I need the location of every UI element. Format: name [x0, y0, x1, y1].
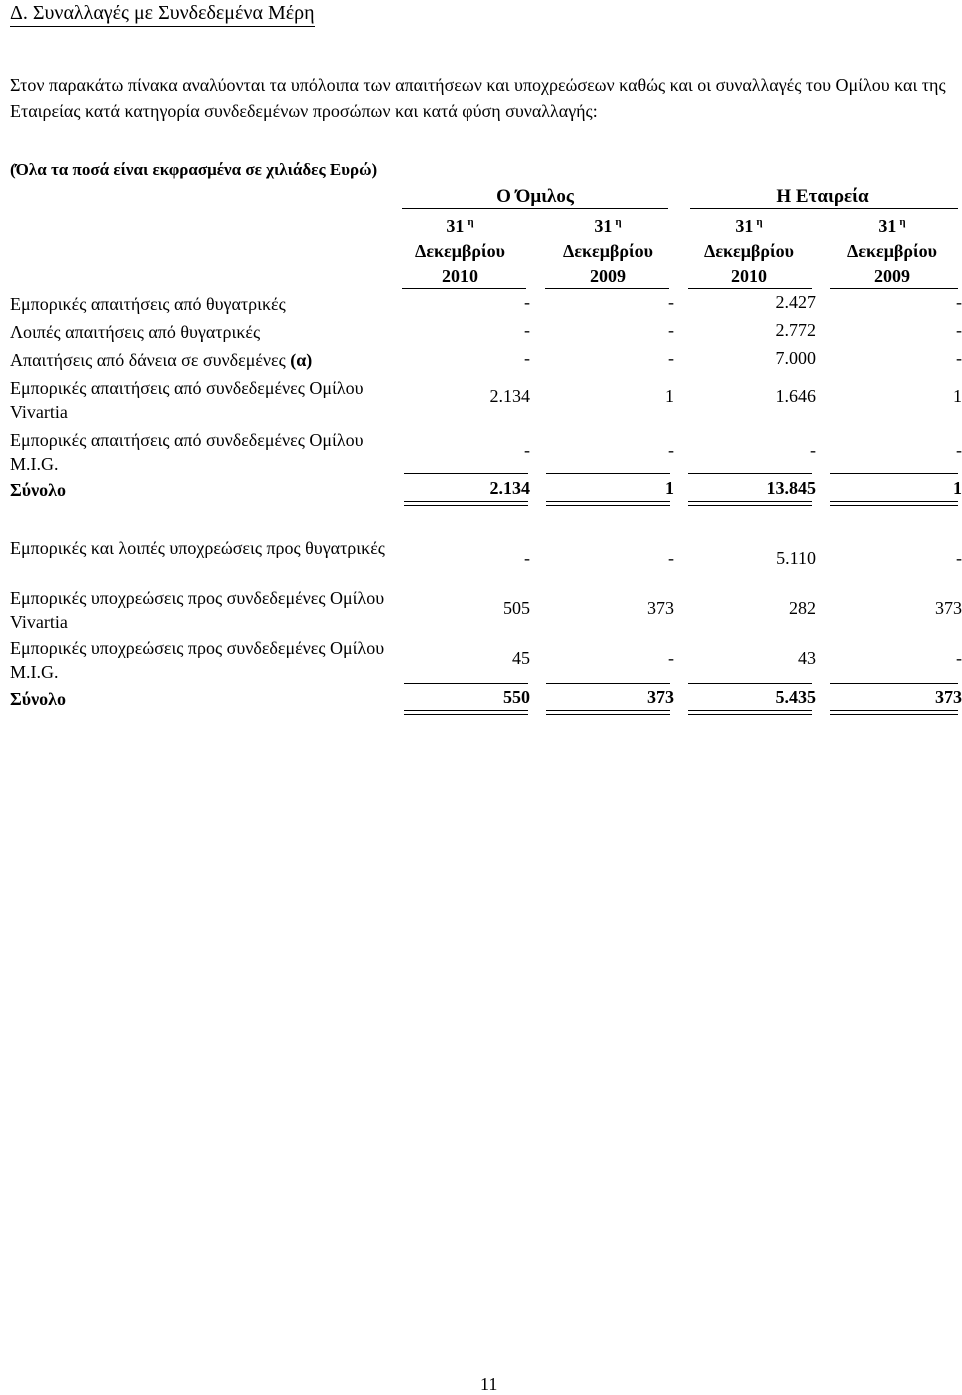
double-rule — [404, 710, 528, 715]
units-note: (Όλα τα ποσά είναι εκφρασμένα σε χιλιάδες Ευρώ) — [10, 160, 378, 179]
cell-value: - — [668, 648, 674, 668]
cell-value: - — [668, 440, 674, 460]
cell-value: 5.110 — [776, 548, 816, 568]
cell-value: - — [524, 292, 530, 312]
cell-value: 550 — [503, 687, 530, 707]
row-label: Απαιτήσεις από δάνεια σε συνδεμένες (α) — [10, 350, 313, 370]
group-underline — [402, 208, 668, 209]
sum-rule — [688, 473, 812, 474]
cell-value: - — [956, 648, 962, 668]
cell-value: 5.435 — [775, 687, 816, 707]
cell-value: 1.646 — [775, 386, 816, 406]
company-underline — [690, 208, 958, 209]
intro-paragraph: Στον παρακάτω πίνακα αναλύονται τα υπόλοιπα των απαιτήσεων και υποχρεώσεων καθώς και οι συναλλαγές του Ομίλου και της Εταιρείας κατά κατηγορία συνδεδεμένων προσώπων και κατά φύση συναλλαγής: — [10, 75, 946, 121]
double-rule — [830, 710, 958, 715]
cell-value: - — [524, 440, 530, 460]
group-header-company: Η Εταιρεία — [776, 186, 869, 207]
cell-value: - — [524, 348, 530, 368]
double-rule — [688, 501, 812, 506]
cell-value: 2.134 — [489, 386, 530, 406]
cell-value: 1 — [953, 386, 962, 406]
double-rule — [546, 501, 670, 506]
cell-value: - — [668, 348, 674, 368]
column-header: 31 $^\eta$ Δεκεμβρίου 2009 — [847, 216, 937, 286]
cell-value: 2.427 — [775, 292, 816, 312]
row-label: Εμπορικές και λοιπές υποχρεώσεις προς θυγατρικές — [10, 538, 385, 558]
sum-rule — [688, 683, 812, 684]
row-label: Εμπορικές υποχρεώσεις προς συνδεδεμένες Ομίλου Vivartia — [10, 588, 385, 632]
cell-value: 373 — [647, 687, 674, 707]
column-underline — [402, 288, 526, 289]
cell-value: - — [956, 548, 962, 568]
row-label: Σύνολο — [10, 689, 66, 709]
cell-value: 373 — [935, 687, 962, 707]
row-label: Εμπορικές απαιτήσεις από θυγατρικές — [10, 294, 286, 314]
cell-value: - — [810, 440, 816, 460]
cell-value: 373 — [935, 598, 962, 618]
cell-value: 1 — [665, 386, 674, 406]
sum-rule — [546, 473, 670, 474]
cell-value: 43 — [798, 648, 816, 668]
cell-value: 505 — [503, 598, 530, 618]
row-label: Εμπορικές υποχρεώσεις προς συνδεδεμένες Ομίλου M.I.G. — [10, 638, 385, 682]
cell-value: 7.000 — [775, 348, 816, 368]
cell-value: - — [956, 440, 962, 460]
column-underline — [545, 288, 669, 289]
row-label: Εμπορικές απαιτήσεις από συνδεδεμένες Ομίλου M.I.G. — [10, 430, 364, 474]
cell-value: 45 — [512, 648, 530, 668]
cell-value: 2.134 — [489, 478, 530, 498]
column-underline — [830, 288, 958, 289]
cell-value: - — [956, 348, 962, 368]
sum-rule — [404, 473, 528, 474]
group-header-group: Ο Όμιλος — [496, 186, 574, 207]
page-number: 11 — [480, 1374, 498, 1394]
double-rule — [404, 501, 528, 506]
row-label: Σύνολο — [10, 480, 66, 500]
section-title: Δ. Συναλλαγές με Συνδεδεμένα Μέρη — [10, 0, 315, 27]
cell-value: 282 — [789, 598, 816, 618]
cell-value: - — [668, 548, 674, 568]
column-underline — [688, 288, 812, 289]
cell-value: - — [524, 320, 530, 340]
sum-rule — [830, 473, 958, 474]
cell-value: 1 — [953, 478, 962, 498]
sum-rule — [404, 683, 528, 684]
double-rule — [688, 710, 812, 715]
row-label: Εμπορικές απαιτήσεις από συνδεδεμένες Ομίλου Vivartia — [10, 378, 364, 422]
cell-value: 2.772 — [775, 320, 816, 340]
cell-value: - — [956, 292, 962, 312]
column-header: 31 $^\eta$ Δεκεμβρίου 2010 — [704, 216, 794, 286]
cell-value: 373 — [647, 598, 674, 618]
column-header: 31 $^\eta$ Δεκεμβρίου 2010 — [415, 216, 505, 286]
cell-value: - — [524, 548, 530, 568]
double-rule — [546, 710, 670, 715]
sum-rule — [546, 683, 670, 684]
cell-value: - — [668, 292, 674, 312]
sum-rule — [830, 683, 958, 684]
cell-value: 13.845 — [766, 478, 816, 498]
cell-value: 1 — [665, 478, 674, 498]
cell-value: - — [956, 320, 962, 340]
column-header: 31 $^\eta$ Δεκεμβρίου 2009 — [563, 216, 653, 286]
double-rule — [830, 501, 958, 506]
row-label: Λοιπές απαιτήσεις από θυγατρικές — [10, 322, 261, 342]
cell-value: - — [668, 320, 674, 340]
